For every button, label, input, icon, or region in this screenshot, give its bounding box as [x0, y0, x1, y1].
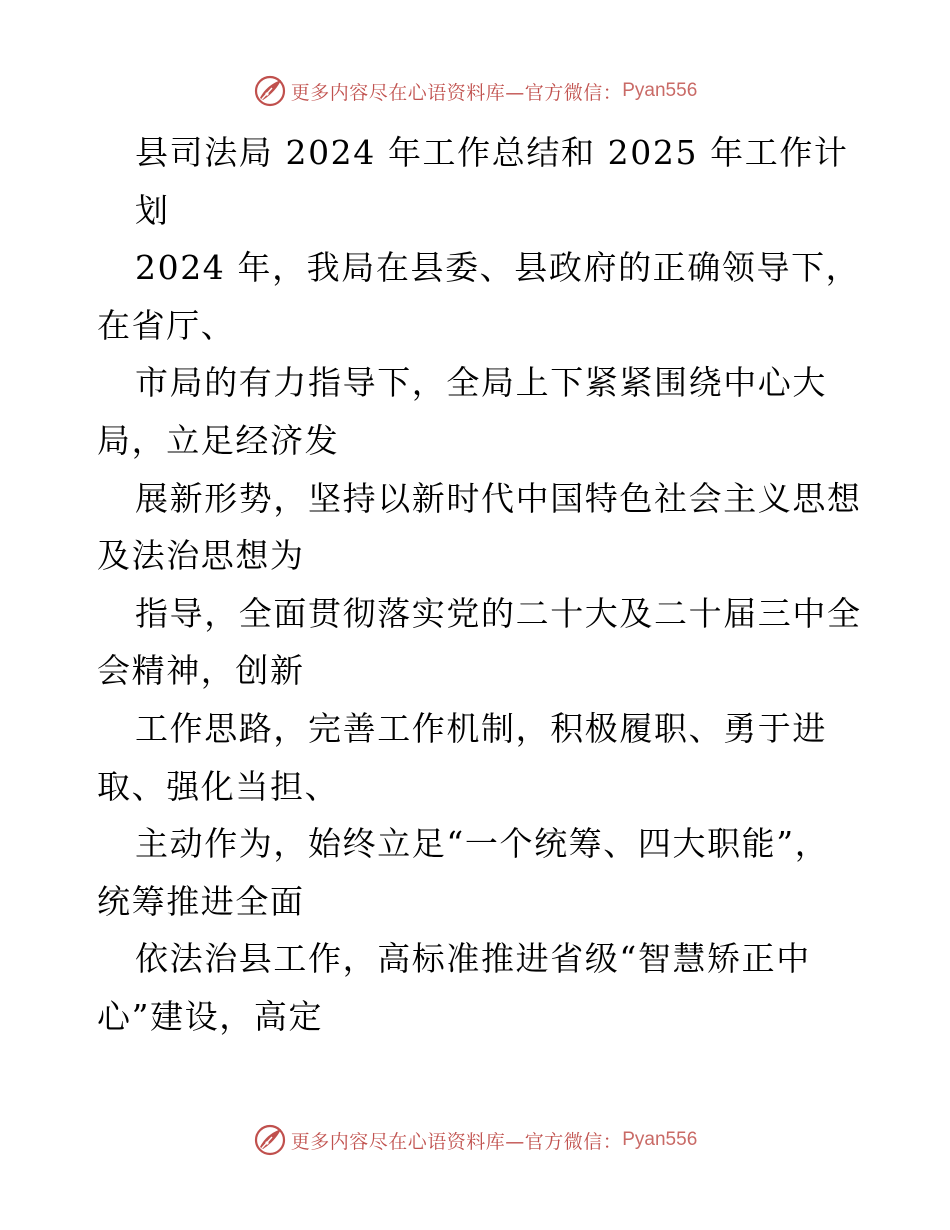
body-line: 2024 年，我局在县委、县政府的正确领导下，: [135, 248, 861, 288]
watermark-wechat-id: Pyan556: [622, 80, 698, 101]
document-title-line-2: 划: [135, 190, 170, 230]
body-line: 局，立足经济发: [97, 420, 340, 460]
body-line: 指导，全面贯彻落实党的二十大及二十届三中全: [135, 593, 862, 633]
body-line: 及法治思想为: [97, 536, 305, 576]
body-line: 会精神，创新: [97, 651, 305, 691]
body-line: 主动作为，始终立足“一个统筹、四大职能”，: [135, 824, 830, 864]
watermark-text: 更多内容尽在心语资料库—官方微信：: [290, 81, 623, 104]
body-line: 依法治县工作，高标准推进省级“智慧矫正中: [135, 939, 811, 979]
body-line: 市局的有力指导下，全局上下紧紧围绕中心大: [135, 363, 827, 403]
body-line: 工作思路，完善工作机制，积极履职、勇于进: [135, 708, 827, 748]
watermark-wechat-id: Pyan556: [622, 1129, 698, 1150]
watermark-text: 更多内容尽在心语资料库—官方微信：: [290, 1130, 623, 1153]
pen-nib-logo-icon: [253, 74, 287, 108]
body-line: 在省厅、: [97, 305, 236, 345]
body-line: 统筹推进全面: [97, 881, 305, 921]
footer-watermark-banner: [0, 1120, 950, 1160]
header-watermark-banner: [0, 71, 950, 111]
body-line: 展新形势，坚持以新时代中国特色社会主义思想: [135, 478, 862, 518]
document-title-line-1: 县司法局 2024 年工作总结和 2025 年工作计: [135, 133, 849, 172]
pen-nib-logo-icon: [253, 1123, 287, 1157]
body-line: 心”建设，高定: [97, 996, 324, 1036]
document-body: [97, 124, 862, 1046]
body-line: 取、强化当担、: [97, 766, 340, 806]
